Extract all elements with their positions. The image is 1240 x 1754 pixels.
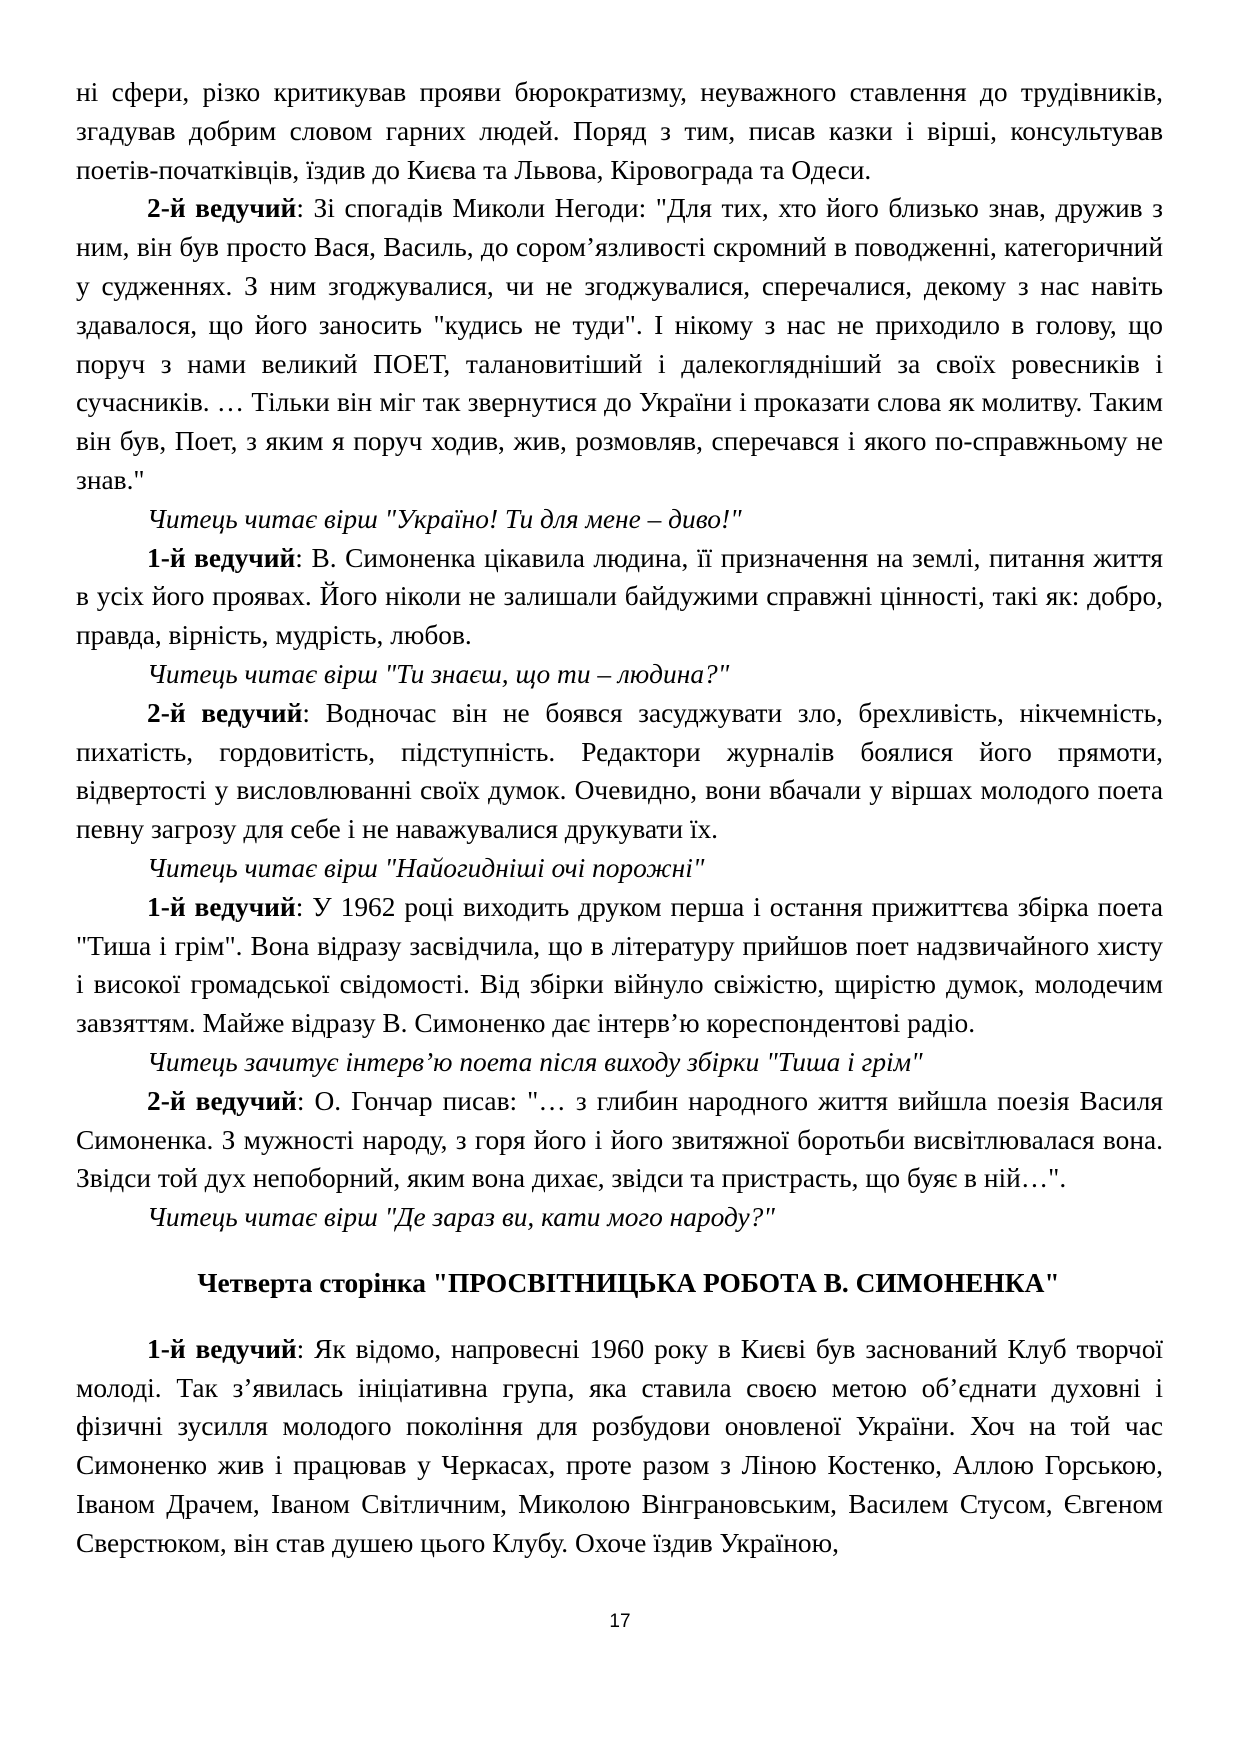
speaker-label: 1-й ведучий <box>147 542 296 573</box>
paragraph <box>76 888 1163 1043</box>
paragraph <box>76 73 1163 189</box>
body-text <box>76 73 1163 1562</box>
paragraph <box>76 1082 1163 1198</box>
stage-direction: Читець читає вірш "Де зараз ви, кати мого народу?" <box>147 1202 775 1233</box>
stage-direction: Читець зачитує інтерв’ю поета після виходу збірки "Тиша і грім" <box>147 1046 923 1077</box>
paragraph-text: ні сфери, різко критикував прояви бюрократизму, неуважного ставлення до трудівників, згадував добрим словом гарних людей. Поряд з тим, писав казки і вірші, консультував поетів-початківців, їздив до Києва та Львова, Кіровограда та Одеси. <box>76 77 1163 185</box>
paragraph-text: : У 1962 році виходить друком перша і остання прижиттєва збірка поета "Тиша і грім". Вона відразу засвідчила, що в літературу прийшов поет надзвичайного хисту і високої громадської свідомості. Від збірки війнуло свіжістю, щирістю думок, молодечим завзяттям. Майже відразу В. Симоненко дає інтерв’ю кореспондентові радіо. <box>76 891 1163 1039</box>
paragraph-text: : О. Гончар писав: "… з глибин народного життя вийшла поезія Василя Симоненка. З мужності народу, з горя його і його звитяжної боротьби висвітлювалася вона. Звідси той дух непоборний, яким вона дихає, звідси та пристрасть, що буяє в ній…". <box>76 1085 1163 1194</box>
stage-direction: Читець читає вірш "Ти знаєш, що ти – людина?" <box>147 658 730 689</box>
section-heading: Четверта сторінка "ПРОСВІТНИЦЬКА РОБОТА В. СИМОНЕНКА" <box>197 1267 1060 1298</box>
paragraph <box>76 189 1163 499</box>
speaker-label: 2-й ведучий <box>147 193 297 224</box>
stage-direction: Читець читає вірш "Найогидніші очі порожні" <box>147 852 705 883</box>
paragraph-text: : Водночас він не боявся засуджувати зло, брехливість, нікчемність, пихатість, гордовитість, підступність. Редактори журналів боялися його прямоти, відвертості у висловлюванні своїх думок. Очевидно, вони вбачали у віршах молодого поета певну загрозу для себе і не наважувалися друкувати їх. <box>76 697 1163 845</box>
paragraph-text: : Зі спогадів Миколи Негоди: "Для тих, хто його близько знав, дружив з ним, він був просто Вася, Василь, до сором’язливості скромний в поводженні, категоричний у судженнях. З ним згоджувалися, чи не згоджувалися, сперечалися, декому з нас навіть здавалося, що його заносить "кудись не туди". І нікому з нас не приходило в голову, що поруч з нами великий ПОЕТ, талановитіший і далекоглядніший за своїх ровесників і сучасників. … Тільки він міг так звернутися до України і проказати слова як молитву. Таким він був, Поет, з яким я поруч ходив, жив, розмовляв, сперечався і якого по-справжньому не знав." <box>76 193 1163 495</box>
speaker-label: 1-й ведучий <box>147 891 296 922</box>
stage-direction: Читець читає вірш "Україно! Ти для мене – диво!" <box>147 503 742 534</box>
speaker-label: 2-й ведучий <box>147 697 303 728</box>
page-number: 17 <box>609 1611 631 1632</box>
paragraph <box>76 539 1163 655</box>
paragraph-text: : Як відомо, напровесні 1960 року в Києві був заснований Клуб творчої молоді. Так з’явилась ініціативна група, яка ставила своєю метою об’єднати духовні і фізичні зусилля молодого покоління для розбудови оновленої України. Хоч на той час Симоненко жив і працював у Черкасах, проте разом з Ліною Костенко, Аллою Горською, Іваном Драчем, Іваном Світличним, Миколою Вінграновським, Василем Стусом, Євгеном Сверстюком, він став душею цього Клубу. Охоче їздив Україною, <box>76 1333 1163 1558</box>
paragraph <box>76 694 1163 849</box>
speaker-label: 2-й ведучий <box>147 1085 297 1116</box>
paragraph <box>76 1330 1163 1563</box>
paragraph-text: : В. Симоненка цікавила людина, її призначення на землі, питання життя в усіх його проявах. Його ніколи не залишали байдужими справжні цінності, такі як: добро, правда, вірність, мудрість, любов. <box>76 542 1163 651</box>
speaker-label: 1-й ведучий <box>147 1333 297 1364</box>
